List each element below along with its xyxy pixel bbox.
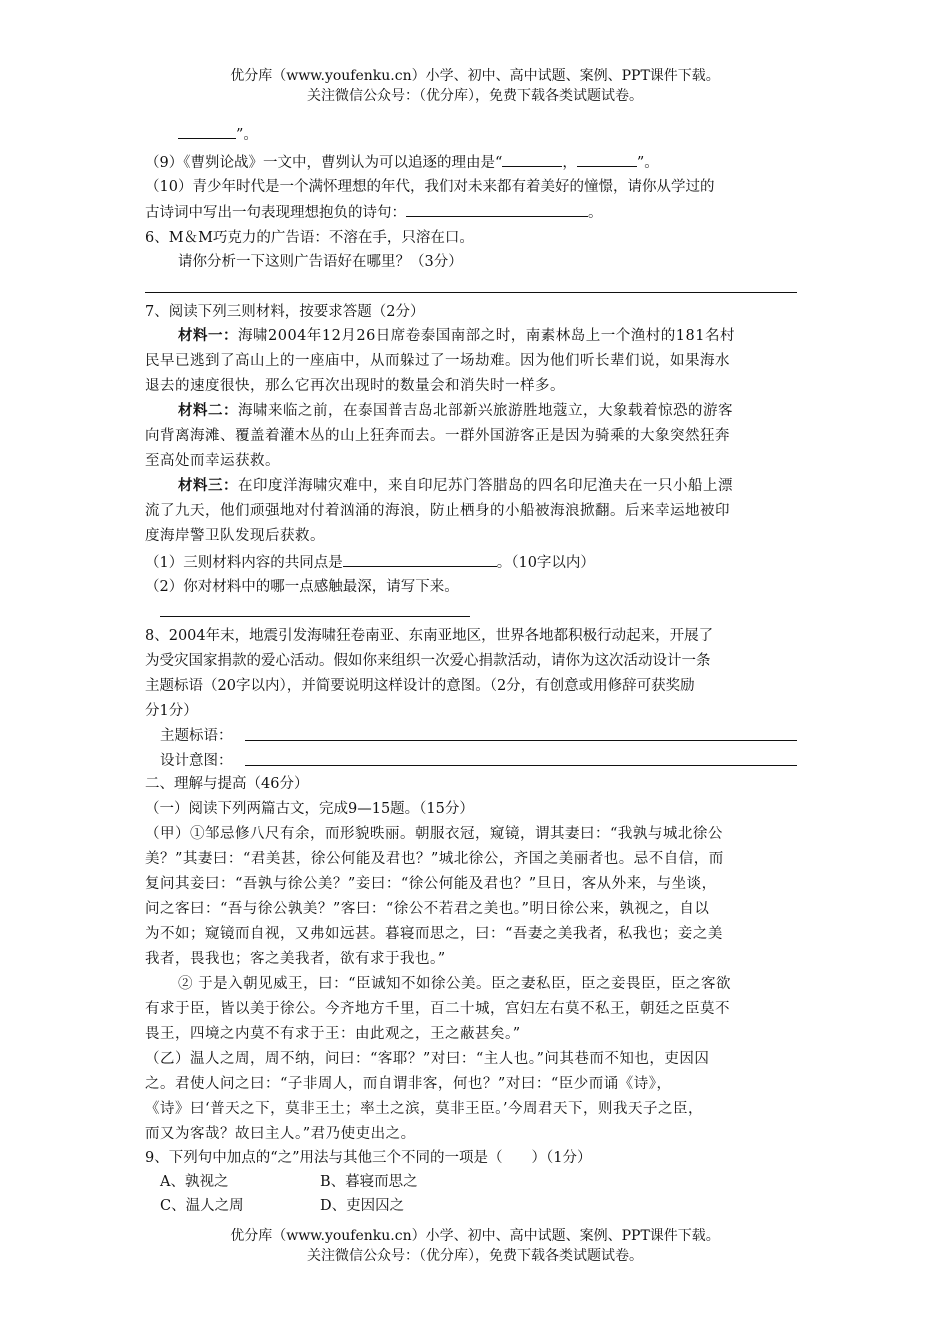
- option-c[interactable]: C、温人之周: [160, 1198, 244, 1214]
- question-10-line-2: 古诗词中写出一句表现理想抱负的诗句： 。: [145, 200, 810, 225]
- intent-label: 设计意图：: [160, 753, 233, 769]
- header-line-2: 关注微信公众号：（优分库），免费下载各类试题试卷。: [307, 88, 643, 104]
- question-7-title: 7、阅读下列三则材料，按要求答题（2分）: [145, 304, 425, 320]
- section-2-title: 二、理解与提高（46分）: [145, 776, 309, 792]
- material-1-line-1: 材料一：海啸2004年12月26日席卷泰国南部之时，南素林岛上一个渔村的181名村: [178, 327, 735, 344]
- option-b[interactable]: B、暮寝而思之: [320, 1174, 418, 1190]
- passage-jia-line-5: 为不如；窥镜而自视，又弗如远甚。暮寝而思之，曰：“吾妻之美我者，私我也；妾之美: [145, 926, 723, 942]
- passage-yi-line-2: 之。君使人问之曰：“子非周人，而自谓非客，何也？”对曰：“臣少而诵《诗》，: [145, 1076, 672, 1092]
- slogan-label: 主题标语：: [160, 728, 233, 744]
- passage-yi-line-4: 而又为客哉？故曰主人。”君乃使吏出之。: [145, 1126, 416, 1142]
- question-8-line-2: 为受灾国家捐款的爱心活动。假如你来组织一次爱心捐款活动，请你为这次活动设计一条: [145, 653, 711, 669]
- material-3-line-3: 度海岸警卫队发现后获救。: [145, 528, 325, 544]
- passage-jia-line-7: ② 于是入朝见威王，曰：“臣诚知不如徐公美。臣之妻私臣，臣之妾畏臣，臣之客欲: [178, 976, 732, 992]
- material-3-line-1: 材料三：在印度洋海啸灾难中，来自印尼苏门答腊岛的四名印尼渔夫在一只小船上漂: [178, 477, 733, 494]
- question-continuation: ”。: [178, 122, 810, 147]
- material-2-line-3: 至高处而幸运获救。: [145, 453, 280, 469]
- answer-blank[interactable]: [502, 150, 562, 167]
- question-9-title: 9、下列句中加点的“之”用法与其他三个不同的一项是（ ）（1分）: [145, 1150, 592, 1166]
- material-2-line-1: 材料二：海啸来临之前，在泰国普吉岛北部新兴旅游胜地蔻立，大象载着惊恐的游客: [178, 402, 733, 419]
- slogan-answer-line[interactable]: [245, 740, 797, 741]
- header-line-1: 优分库（www.youfenku.cn）小学、初中、高中试题、案例、PPT课件下载。: [230, 68, 720, 84]
- option-a[interactable]: A、孰视之: [160, 1174, 229, 1190]
- material-3-line-2: 流了九天，他们顽强地对付着汹涌的海浪，防止栖身的小船被海浪掀翻。后来幸运地被印: [145, 503, 730, 519]
- passage-yi-line-3: 《诗》曰‘普天之下，莫非王土；率土之滨，莫非王臣。’今周君天下，则我天子之臣，: [145, 1101, 703, 1117]
- passage-jia-line-2: 美？”其妻曰：“君美甚，徐公何能及君也？”城北徐公，齐国之美丽者也。忌不自信，而: [145, 851, 724, 867]
- footer-line-2: 关注微信公众号：（优分库），免费下载各类试题试卷。: [307, 1248, 643, 1264]
- question-8-line-3: 主题标语（20字以内），并简要说明这样设计的意图。（2分，有创意或用修辞可获奖励: [145, 678, 695, 694]
- passage-jia-line-6: 我者，畏我也；客之美我者，欲有求于我也。”: [145, 951, 446, 967]
- passage-yi-line-1: （乙）温人之周，周不纳，问曰：“客耶？”对曰：“主人也。”问其巷而不知也，吏因囚: [145, 1051, 710, 1067]
- question-8-line-4: 分1分）: [145, 703, 198, 719]
- question-7-2: （2）你对材料中的哪一点感触最深，请写下来。: [145, 579, 459, 595]
- footer-line-1: 优分库（www.youfenku.cn）小学、初中、高中试题、案例、PPT课件下载。: [230, 1228, 720, 1244]
- passage-jia-line-9: 畏王，四境之内莫不有求于王：由此观之，王之蔽甚矣。”: [145, 1026, 521, 1042]
- answer-blank[interactable]: [343, 550, 497, 567]
- passage-jia-line-3: 复问其妾曰：“吾孰与徐公美？”妾曰：“徐公何能及君也？”旦日，客从外来，与坐谈，: [145, 876, 717, 892]
- intent-answer-line[interactable]: [245, 765, 797, 766]
- answer-blank[interactable]: [178, 122, 236, 139]
- passage-jia-line-1: （甲）①邹忌修八尺有余，而形貌昳丽。朝服衣冠，窥镜，谓其妻曰：“我孰与城北徐公: [145, 826, 723, 842]
- question-8-line-1: 8、2004年末，地震引发海啸狂卷南亚、东南亚地区，世界各地都积极行动起来，开展了: [145, 628, 714, 644]
- question-10-line-1: （10）青少年时代是一个满怀理想的年代，我们对未来都有着美好的憧憬，请你从学过的: [145, 179, 715, 195]
- answer-blank[interactable]: [577, 150, 637, 167]
- material-2-line-2: 向背离海滩、覆盖着灌木丛的山上狂奔而去。一群外国游客正是因为骑乘的大象突然狂奔: [145, 428, 730, 444]
- passage-jia-line-4: 问之客曰：“吾与徐公孰美？”客曰：“徐公不若君之美也。”明日徐公来，孰视之，自以: [145, 901, 710, 917]
- material-1-line-3: 退去的速度很快，那么它再次出现时的数量会和消失时一样多。: [145, 378, 565, 394]
- option-d[interactable]: D、吏因囚之: [320, 1198, 405, 1214]
- section-2-1-title: （一）阅读下列两篇古文，完成9—15题。（15分）: [145, 801, 474, 817]
- answer-blank[interactable]: [406, 200, 588, 217]
- question-6-prompt: 6、M＆M巧克力的广告语：不溶在手，只溶在口。: [145, 230, 474, 246]
- question-7-1: （1）三则材料内容的共同点是 。（10字以内）: [145, 550, 810, 575]
- answer-line[interactable]: [160, 616, 470, 617]
- question-6-task: 请你分析一下这则广告语好在哪里？（3分）: [178, 254, 463, 270]
- answer-line[interactable]: [145, 292, 797, 293]
- question-9-fill: （9）《曹刿论战》一文中，曹刿认为可以追逐的理由是“ ， ”。: [145, 150, 810, 175]
- material-1-line-2: 民早已逃到了高山上的一座庙中，从而躲过了一场劫难。因为他们听长辈们说，如果海水: [145, 353, 730, 369]
- passage-jia-line-8: 有求于臣，皆以美于徐公。今齐地方千里，百二十城，宫妇左右莫不私王，朝廷之臣莫不: [145, 1001, 730, 1017]
